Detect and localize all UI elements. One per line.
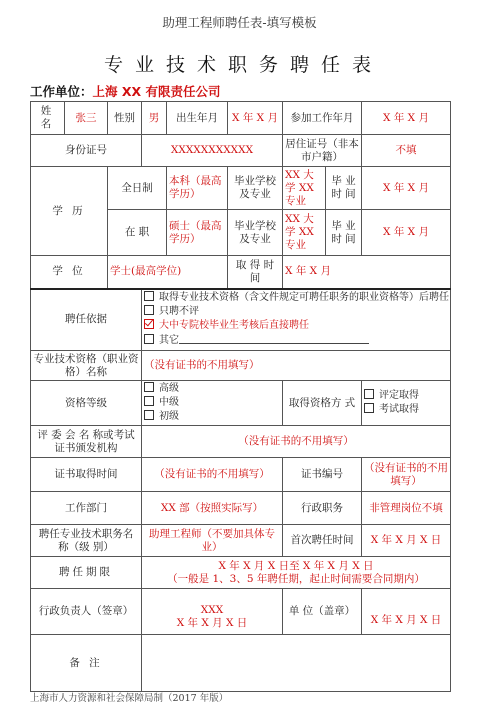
basis-option-4[interactable]: 其它 bbox=[144, 333, 448, 348]
gender-value[interactable]: 男 bbox=[142, 102, 167, 135]
inservice-label: 在 职 bbox=[108, 210, 167, 256]
work-start-value[interactable]: X 年 X 月 bbox=[362, 102, 451, 135]
level-middle[interactable]: 中级 bbox=[144, 396, 280, 410]
dept-value[interactable]: XX 部（按照实际写） bbox=[142, 492, 283, 525]
basis-option-2[interactable]: 只聘不评 bbox=[144, 305, 448, 319]
level-senior[interactable]: 高级 bbox=[144, 382, 280, 396]
checkbox-icon[interactable] bbox=[144, 334, 154, 344]
residence-label: 居住证号（非本市户籍） bbox=[283, 135, 362, 167]
level-junior[interactable]: 初级 bbox=[144, 410, 280, 424]
fulltime-degree[interactable]: 本科（最高学历） bbox=[167, 167, 228, 210]
basis-label: 聘任依据 bbox=[31, 289, 142, 351]
remarks-label: 备 注 bbox=[31, 635, 142, 692]
fulltime-grad-time[interactable]: X 年 X 月 bbox=[362, 167, 451, 210]
term-label: 聘任期限 bbox=[31, 557, 142, 589]
post-label: 聘任专业技术职务名 称（级 别） bbox=[31, 525, 142, 557]
degree-label: 学 位 bbox=[31, 256, 108, 289]
fulltime-grad-time-label: 毕 业 时 间 bbox=[326, 167, 362, 210]
inservice-school-label: 毕业学校及专业 bbox=[228, 210, 283, 256]
employer-row bbox=[30, 82, 221, 100]
checkbox-icon[interactable] bbox=[144, 382, 154, 392]
employer-value: 上海 XX 有限责任公司 bbox=[92, 84, 221, 99]
checkbox-icon[interactable] bbox=[364, 403, 374, 413]
basis-option-1[interactable]: 取得专业技术资格（含文件规定可聘任职务的职业资格等）后聘任 bbox=[144, 291, 448, 305]
term-value[interactable] bbox=[142, 557, 451, 589]
cert-no-value[interactable]: （没有证书的不用填写） bbox=[362, 458, 451, 492]
sign-label: 行政负责人（签章） bbox=[31, 589, 142, 635]
fulltime-school-label: 毕业学校及专业 bbox=[228, 167, 283, 210]
term-line-2: （一般是 1、3、5 年聘任期，起止时间需要合同期内） bbox=[167, 572, 425, 585]
name-value[interactable]: 张三 bbox=[65, 102, 108, 135]
cert-time-label: 证书取得时间 bbox=[31, 458, 142, 492]
checked-checkbox-icon[interactable] bbox=[144, 319, 154, 329]
id-value[interactable]: XXXXXXXXXXX bbox=[142, 135, 283, 167]
unit-seal-value[interactable] bbox=[362, 589, 451, 635]
employer-label: 工作单位： bbox=[30, 84, 93, 99]
checkbox-icon[interactable] bbox=[144, 305, 154, 315]
committee-label: 评 委 会 名 称或考试证书颁发机构 bbox=[31, 426, 142, 458]
admin-post-value[interactable]: 非管理岗位不填 bbox=[362, 492, 451, 525]
admin-post-label: 行政职务 bbox=[283, 492, 362, 525]
method-label: 取得资格方 式 bbox=[283, 381, 362, 426]
education-label: 学 历 bbox=[31, 167, 108, 256]
other-underline bbox=[179, 333, 369, 344]
appointment-form-table bbox=[30, 101, 451, 692]
degree-obtain-value[interactable]: X 年 X 月 bbox=[283, 256, 451, 289]
sign-name: XXX bbox=[200, 603, 224, 616]
degree-value[interactable]: 学士(最高学位) bbox=[108, 256, 228, 289]
checkbox-icon[interactable] bbox=[144, 396, 154, 406]
sign-value[interactable] bbox=[142, 589, 283, 635]
checkbox-icon[interactable] bbox=[144, 410, 154, 420]
work-start-label: 参加工作年月 bbox=[283, 102, 362, 135]
cert-no-label: 证书编号 bbox=[283, 458, 362, 492]
level-label: 资格等级 bbox=[31, 381, 142, 426]
degree-obtain-label: 取 得 时 间 bbox=[228, 256, 283, 289]
name-label: 姓 名 bbox=[31, 102, 65, 135]
fulltime-label: 全日制 bbox=[108, 167, 167, 210]
gender-label: 性别 bbox=[108, 102, 142, 135]
inservice-grad-time[interactable]: X 年 X 月 bbox=[362, 210, 451, 256]
form-title: 专业技术职务聘任表 bbox=[103, 54, 383, 76]
qualification-label: 专业技术资格（职业资格）名称 bbox=[31, 351, 142, 381]
method-exam[interactable]: 考试取得 bbox=[364, 403, 448, 417]
unit-seal-label: 单 位（盖章） bbox=[283, 589, 362, 635]
method-options bbox=[362, 381, 451, 426]
id-label: 身份证号 bbox=[31, 135, 142, 167]
committee-value[interactable]: （没有证书的不用填写） bbox=[142, 426, 451, 458]
level-options bbox=[142, 381, 283, 426]
unit-date: X 年 X 月 X 日 bbox=[370, 614, 442, 626]
birth-value[interactable]: X 年 X 月 bbox=[228, 102, 283, 135]
first-appoint-label: 首次聘任时间 bbox=[283, 525, 362, 557]
checkbox-icon[interactable] bbox=[364, 389, 374, 399]
post-value[interactable]: 助理工程师（不要加具体专业） bbox=[142, 525, 283, 557]
first-appoint-value[interactable]: X 年 X 月 X 日 bbox=[362, 525, 451, 557]
inservice-degree[interactable]: 硕士（最高学历） bbox=[167, 210, 228, 256]
cert-time-value[interactable]: （没有证书的不用填写） bbox=[142, 458, 283, 492]
qualification-value[interactable]: （没有证书的不用填写） bbox=[142, 351, 451, 381]
residence-value[interactable]: 不填 bbox=[362, 135, 451, 167]
term-line-1: X 年 X 月 X 日至 X 年 X 月 X 日 bbox=[218, 559, 374, 572]
document-title: 助理工程师聘任表-填写模板 bbox=[162, 15, 317, 30]
method-review[interactable]: 评定取得 bbox=[364, 389, 448, 403]
inservice-grad-time-label: 毕 业 时 间 bbox=[326, 210, 362, 256]
basis-option-3[interactable]: 大中专院校毕业生考核后直接聘任 bbox=[144, 319, 448, 333]
checkbox-icon[interactable] bbox=[144, 291, 154, 301]
inservice-school[interactable]: XX 大学 XX 专业 bbox=[283, 210, 326, 256]
sign-date: X 年 X 月 X 日 bbox=[176, 616, 248, 629]
footer-note: 上海市人力资源和社会保障局制（2017 年版） bbox=[30, 693, 229, 704]
dept-label: 工作部门 bbox=[31, 492, 142, 525]
birth-label: 出生年月 bbox=[167, 102, 228, 135]
fulltime-school[interactable]: XX 大学 XX 专业 bbox=[283, 167, 326, 210]
basis-options bbox=[142, 289, 451, 351]
remarks-value[interactable] bbox=[142, 635, 451, 692]
